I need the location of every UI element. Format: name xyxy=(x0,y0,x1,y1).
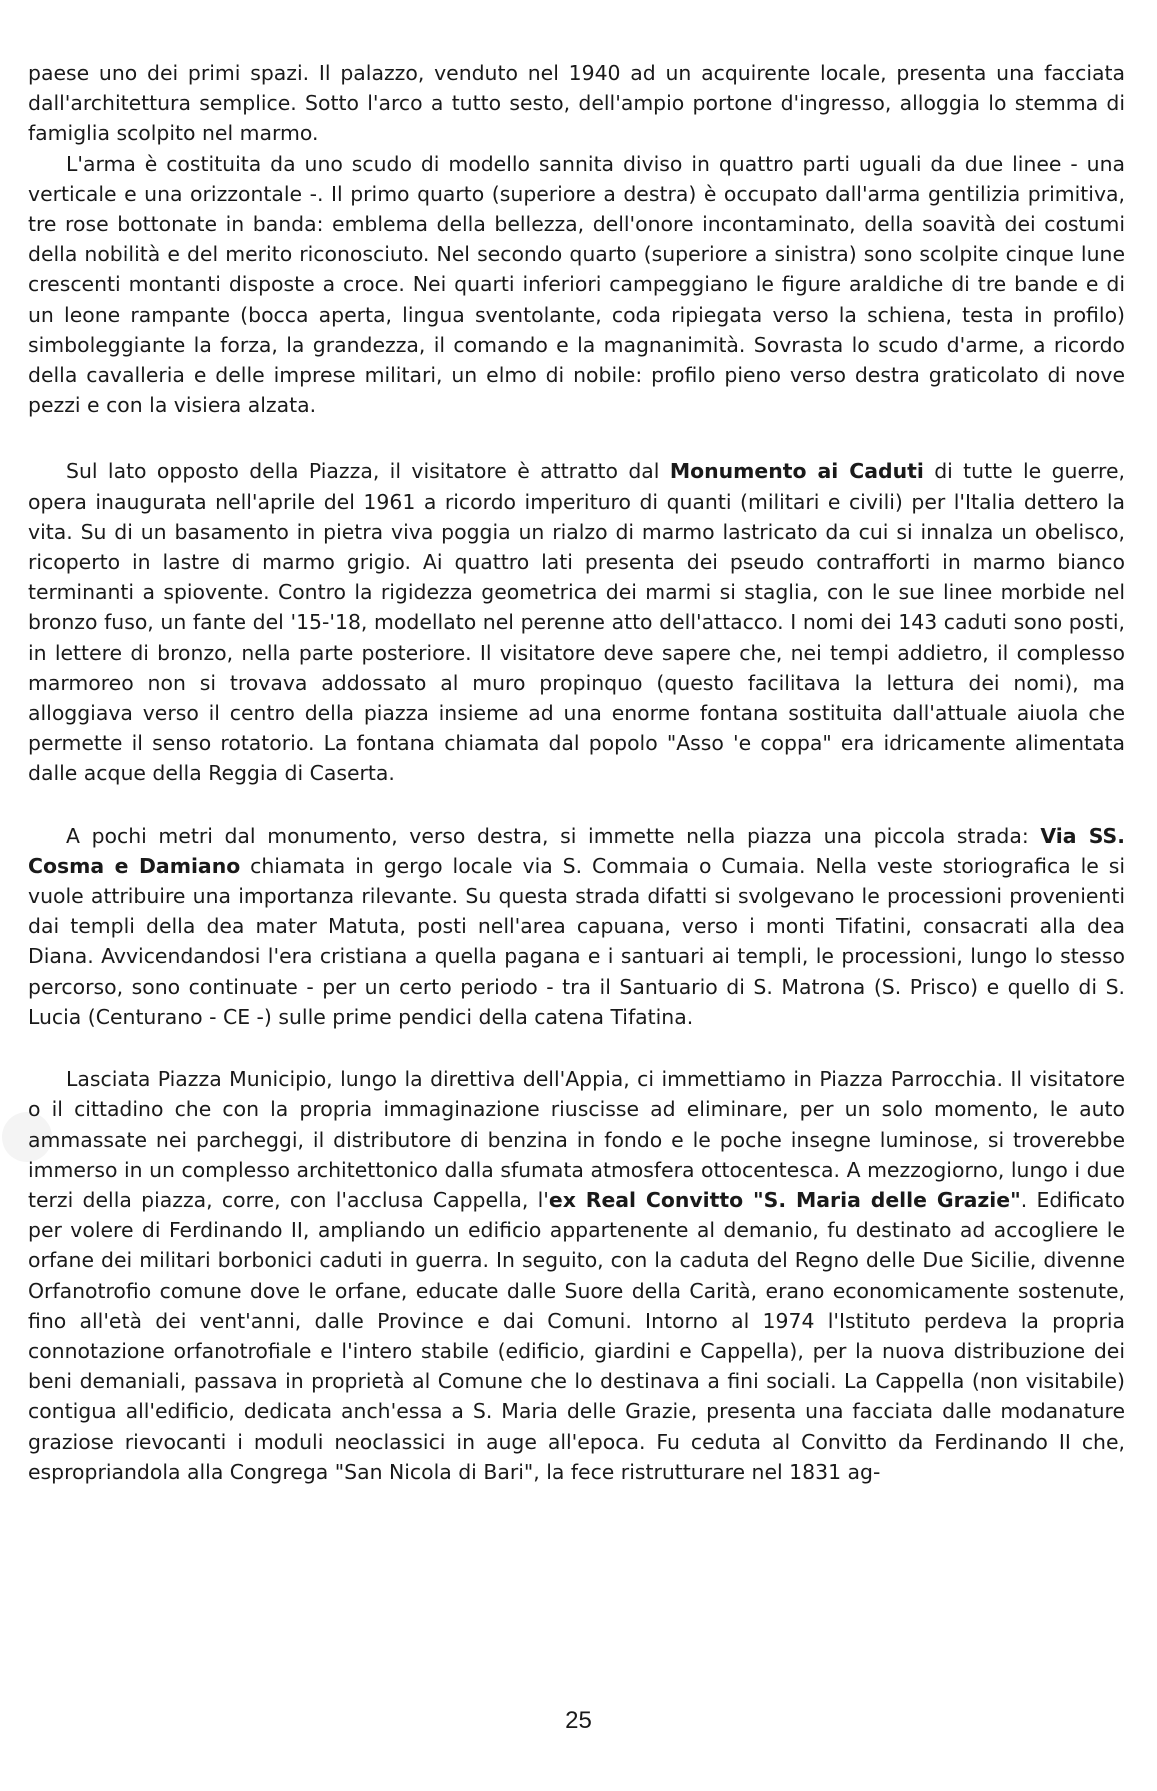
paragraph-stemma xyxy=(28,149,1125,421)
paragraph-palazzo xyxy=(28,58,1125,149)
page-body xyxy=(28,58,1125,1487)
paragraph-gap xyxy=(28,789,1125,821)
paragraph-text: A pochi metri dal monumento, verso destra, si immette nella piazza una piccola strada: xyxy=(66,823,1041,848)
paragraph-via-cosma-damiano xyxy=(28,821,1125,1032)
paragraph-text: chiamata in gergo locale via S. Commaia o Cumaia. Nella veste storiografica le si vuole attribuire una importanza rilevante. Su questa strada difatti si svolgevano le processioni provenienti dai templi della dea mater Matuta, posti nell'area capuana, verso i monti Tifatini, consacrati alla dea Diana. Avvicendandosi l'era cristiana a quella pagana e i santuari ai templi, le processioni, lungo lo stesso percorso, sono continuate - per un certo periodo - tra il Santuario di S. Matrona (S. Prisco) e quello di S. Lucia (Centurano - CE -) sulle prime pendici della catena Tifatina. xyxy=(28,853,1125,1029)
page-number: 25 xyxy=(565,1707,592,1734)
paragraph-text: Sul lato opposto della Piazza, il visitatore è attratto dal xyxy=(66,459,670,484)
paragraph-text: . Edificato per volere di Ferdinando II, ampliando un edificio appartenente al demanio, fu destinato ad accogliere le orfane dei militari borbonici caduti in guerra. In seguito, con la caduta del Regno delle Due Sicilie, divenne Orfanotrofio comune dove le orfane, educate dalle Suore della Carità, erano economicamente sostenute, fino all'età dei vent'anni, dalle Province e dai Comuni. Intorno al 1974 l'Istituto perdeva la propria connotazione orfanotrofiale e l'intero stabile (edificio, giardini e Cappella), per la nuova distribuzione dei beni demaniali, passava in proprietà al Comune che lo destinava a fini sociali. La Cappella (non visitabile) contigua all'edificio, dedicata anch'essa a S. Maria delle Grazie, presenta una facciata dalle modanature graziose rievocanti i moduli neoclassici in auge all'epoca. Fu ceduta al Convitto da Ferdinando II che, espropriandola alla Congrega "San Nicola di Bari", la fece ristrutturare nel 1831 ag- xyxy=(28,1187,1125,1484)
bold-term-via-cosma-damiano: Via SS. Cosma e Damiano xyxy=(28,823,1125,878)
paragraph-gap xyxy=(28,1032,1125,1064)
bold-term-monumento-ai-caduti: Monumento ai Caduti xyxy=(669,459,924,484)
bold-term-real-convitto: ex Real Convitto "S. Maria delle Grazie" xyxy=(548,1187,1021,1212)
paragraph-text: paese uno dei primi spazi. Il palazzo, venduto nel 1940 ad un acquirente locale, presenta una facciata dall'architettura semplice. Sotto l'arco a tutto sesto, dell'ampio portone d'ingresso, alloggia lo stemma di famiglia scolpito nel marmo. xyxy=(28,61,1125,146)
paragraph-piazza-parrocchia xyxy=(28,1064,1125,1487)
paragraph-text: di tutte le guerre, opera inaugurata nell'aprile del 1961 a ricordo imperituro di quanti (militari e civili) per l'Italia dettero la vita. Su di un basamento in pietra viva poggia un rialzo di marmo lastricato da cui si innalza un obelisco, ricoperto in lastre di marmo grigio. Ai quattro lati presenta dei pseudo contrafforti in marmo bianco terminanti a spiovente. Contro la rigidezza geometrica dei marmi si staglia, con le sue linee morbide nel bronzo fuso, un fante del '15-'18, modellato nel perenne atto dell'attacco. I nomi dei 143 caduti sono posti, in lettere di bronzo, nella parte posteriore. Il visitatore deve sapere che, nei tempi addietro, il complesso marmoreo non si trovava addossato al muro propinquo (questo facilitava la lettura dei nomi), ma alloggiava verso il centro della piazza insieme ad una enorme fontana sostituita dall'attuale aiuola che permette il senso rotatorio. La fontana chiamata dal popolo "Asso 'e coppa" era idricamente alimentata dalle acque della Reggia di Caserta. xyxy=(28,459,1125,786)
paragraph-text: Lasciata Piazza Municipio, lungo la direttiva dell'Appia, ci immettiamo in Piazza Parrocchia. Il visitatore o il cittadino che con la propria immaginazione riuscisse ad eliminare, per un solo momento, le auto ammassate nei parcheggi, il distributore di benzina in fondo e le poche insegne luminose, si troverebbe immerso in un complesso architettonico dalla sfumata atmosfera ottocentesca. A mezzogiorno, lungo i due terzi della piazza, corre, con l'acclusa Cappella, l' xyxy=(28,1067,1125,1212)
paragraph-monumento xyxy=(28,456,1125,788)
paragraph-gap xyxy=(28,420,1125,456)
paragraph-text: L'arma è costituita da uno scudo di modello sannita diviso in quattro parti uguali da due linee - una verticale e una orizzontale -. Il primo quarto (superiore a destra) è occupato dall'arma gentilizia primitiva, tre rose bottonate in banda: emblema della bellezza, dell'onore incontaminato, della soavità dei costumi della nobilità e del merito riconosciuto. Nel secondo quarto (superiore a sinistra) sono scolpite cinque lune crescenti montanti disposte a croce. Nei quarti inferiori campeggiano le figure araldiche di tre bande e di un leone rampante (bocca aperta, lingua sventolante, coda ripiegata verso la schiena, testa in profilo) simboleggiante la forza, la grandezza, il comando e la magnanimità. Sovrasta lo scudo d'arme, a ricordo della cavalleria e delle imprese militari, un elmo di nobile: profilo pieno verso destra graticolato di nove pezzi e con la visiera alzata. xyxy=(28,151,1125,418)
